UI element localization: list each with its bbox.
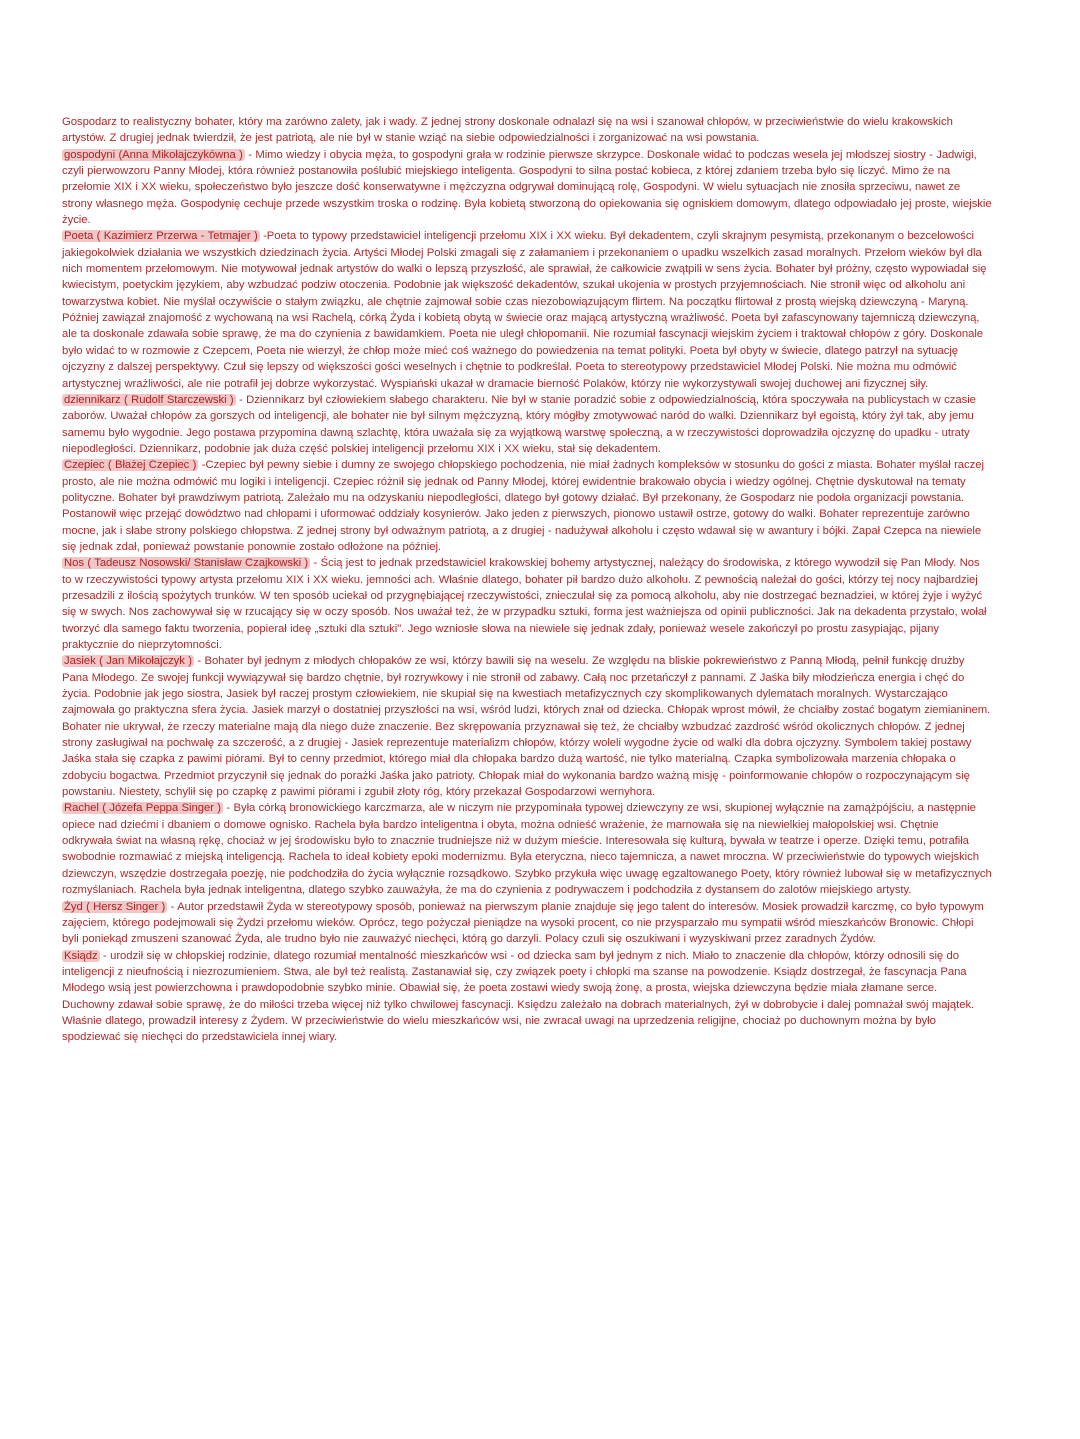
paragraph-text: - urodził się w chłopskiej rodzinie, dlatego rozumiał mentalność mieszkańców wsi - od dziecka sam był jednym z nich. Miało to znaczenie dla chłopów, którzy odnosili się do inteligencji z nieufnością i niezrozumieniem. Stwa, ale był też realistą. Zastanawiał się, czy związek poety i chłopki ma szanse na powodzenie. Ksiądz dostrzegał, że fascynacja Pana Młodego wsią jest powierzchowna i prawdopodobnie szybko minie. Obawiał się, że poeta zostawi wiedy swoją żonę, a prosta, wiejska dziewczyna będzie miała złamane serce. Duchowny zdawał sobie sprawę, że do miłości trzeba więcej niż tylko chwilowej fascynacji. Księdzu zależało na dobrach materialnych, żył w dobrobycie i dalej pomnażał swój majątek. Właśnie dlatego, prowadził interesy z Żydem. W przeciwieństwie do wielu mieszkańców wsi, nie zwracał uwagi na uprzedzenia religijne, chociaż po duchownym można by było spodziewać się niechęci do przedstawiciela innej wiary. xyxy=(62,949,975,1044)
paragraph-zyd xyxy=(62,899,992,948)
paragraph-text: - Ścią jest to jednak przedstawiciel krakowskiej bohemy artystycznej, należący do środowiska, z którego wywodził się Pan Młody. Nos to w rzeczywistości typowy artysta przełomu XIX i XX wieku. jemności ach. Właśnie dlatego, bohater pił bardzo dużo alkoholu. Z pewnością należał do gości, którzy tej nocy najbardziej przesadzili z ilością spożytych trunków. W ten sposób uciekał od przygnębiającej rzeczywistości, znieczulał się za pomocą alkoholu, aby nie dostrzegać beznadziei, w której żyje i wyżyć się w swych. Nos zachowywał się w rzucający się w oczy sposób. Nos uważał też, że w przypadku sztuki, forma jest ważniejsza od opinii publiczności. Jak na dekadenta przystało, wołał tworzyć dla samego faktu tworzenia, popierał ideę „sztuki dla sztuki". Jego wzniosłe słowa na niewiele się jednak zdały, ponieważ wesele zakończył po prostu zasypiając, pijany praktycznie do nieprzytomności. xyxy=(62,557,987,651)
character-name-highlight: Nos ( Tadeusz Nosowski/ Stanisław Czajkowski ) xyxy=(64,557,309,570)
paragraph-poeta xyxy=(62,228,992,391)
character-name-highlight: Żyd ( Hersz Singer ) xyxy=(64,900,166,913)
paragraph-ksiadz xyxy=(62,948,992,1046)
paragraph-gospodyni xyxy=(62,147,992,229)
paragraph-czepiec xyxy=(62,457,992,555)
character-name-highlight: gospodyni (Anna Mikołajczykówna ) xyxy=(64,148,243,161)
paragraph-text: Gospodarz to realistyczny bohater, który ma zarówno zalety, jak i wady. Z jednej strony doskonale odnalazł się na wsi i szanował chłopów, w przeciwieństwie do wielu krakowskich artystów. Z drugiej jednak twierdził, że jest patriotą, ale nie był w stanie wziąć na siebie odpowiedzialności i zorganizować na wsi powstania. xyxy=(62,116,953,145)
paragraph-nos xyxy=(62,555,992,653)
paragraph-text: - Mimo wiedzy i obycia męża, to gospodyni grała w rodzinie pierwsze skrzypce. Doskonale widać to podczas wesela jej młodszej siostry - Jadwigi, czyli pierwowzoru Panny Młodej, która również postanowiła poślubić miejskiego inteligenta. Gospodyni to silna postać kobieca, z której zdaniem trzeba było się liczyć. Mimo że na przełomie XIX i XX wieku, społeczeństwo było jeszcze dość konserwatywne i mężczyzna odgrywał dominującą rolę, Gospodyni. W wielu sytuacjach nie znosiła sprzeciwu, nawet ze strony własnego męża. Gospodynię cechuje przede wszystkim troska o rodzinę. Była kobietą stworzoną do opiekowania się ogniskiem domowym, dlatego odpowiadało jej proste, wiejskie życie. xyxy=(62,148,992,227)
character-name-highlight: Rachel ( Józefa Peppa Singer ) xyxy=(64,802,221,815)
paragraph-text: -Czepiec był pewny siebie i dumny ze swojego chłopskiego pochodzenia, nie miał żadnych kompleksów w stosunku do gości z miasta. Bohater myślał raczej prosto, ale nie można odmówić mu logiki i inteligencji. Czepiec różnił się jednak od Panny Młodej, której ewidentnie brakowało obycia i wiedzy ogólnej. Chętnie dyskutował na tematy polityczne. Bohater był prawdziwym patriotą. Zależało mu na odzyskaniu niepodległości, dlatego był gotowy działać. Był przekonany, że Gospodarz nie podoła organizacji powstania. Postanowił więc przejąć dowództwo nad chłopami i uformować oddziały kosynierów. Jako jeden z pierwszych, pionowo ustawił ostrze, gotowy do walki. Bohater reprezentuje zarówno mocne, jak i słabe strony polskiego chłopstwa. Z jednej strony był odważnym patriotą, a z drugiej - nadużywał alkoholu i często wdawał się w awantury i bójki. Zapał Czepca na niewiele się jednak zdał, ponieważ powstanie ponownie zostało odłożone na później. xyxy=(62,459,984,553)
paragraph-jasiek xyxy=(62,653,992,800)
character-name-highlight: Poeta ( Kazimierz Przerwa - Tetmajer ) xyxy=(64,230,258,243)
paragraph-text: - Bohater był jednym z młodych chłopaków ze wsi, którzy bawili się na weselu. Ze względu na bliskie pokrewieństwo z Panną Młodą, pełnił funkcję drużby Pana Młodego. Ze swojej funkcji wywiązywał się bardzo chętnie, był rozrywkowy i nie stronił od zabawy. Całą noc przetańczył z pannami. Z Jaśka biły młodzieńcza energia i chęć do życia. Podobnie jak jego siostra, Jasiek był raczej prostym człowiekiem, nie skupiał się na kwestiach metafizycznych czy skomplikowanych dylematach moralnych. Wystarczająco zajmowała go praktyczna sfera życia. Jasiek marzył o dostatniej przyszłości na wsi, wśród ludzi, których znał od dziecka. Chłopak wprost mówił, że chciałby zostać bogatym ziemianinem. Bohater nie ukrywał, że rzeczy materialne mają dla niego duże znaczenie. Bez skrępowania przyznawał się też, że chciałby wzbudzać zazdrość wśród okolicznych chłopów. Z jednej strony zasługiwał na pochwałę za szczerość, a z drugiej - Jasiek reprezentuje materializm chłopów, którzy woleli wygodne życie od walki dla dobra ojczyzny. Symbolem takiej postawy Jaśka stała się czapka z pawimi piórami. Był to cenny przedmiot, którego miał dla chłopaka bardzo dużą wartość, nie tylko materialną. Czapka symbolizowała marzenia chłopaka o zdobyciu bogactwa. Przedmiot przyczynił się jednak do porażki Jaśka jako patrioty. Chłopak miał do wykonania bardzo ważną misję - poinformowanie chłopów o rozpoczynającym się powstaniu. Niestety, schylił się po czapkę z pawimi piórami i zgubił złoty róg, który przekazał Gospodarzowi wernyhora. xyxy=(62,655,991,799)
paragraph-text: - Autor przedstawił Żyda w stereotypowy sposób, ponieważ na pierwszym planie znajduje się jego talent do interesów. Mosiek prowadził karczmę, co było typowym zajęciem, którego podejmowali się Żydzi przełomu wieków. Oprócz, tego pożyczał pieniądze na wysoki procent, co nie przysparzało mu sympatii wśród mieszkańców Bronowic. Chłopi byli poniekąd zmuszeni szanować Żyda, ale trudno było nie zauważyć niechęci, którą go darzyli. Polacy czuli się oszukiwani i wyzyskiwani przez zaradnych Żydów. xyxy=(62,900,984,946)
paragraph-text: - Dziennikarz był człowiekiem słabego charakteru. Nie był w stanie poradzić sobie z odpowiedzialnością, która spoczywała na publicystach w czasie zaborów. Uważał chłopów za gorszych od inteligencji, ale bohater nie był silnym mężczyzną, który mógłby zmotywować naród do walki. Dziennikarz był egoistą, który żył tak, aby jemu samemu było wygodnie. Jego postawa przypomina dawną szlachtę, która uważała się za wyjątkową warstwę społeczną, a w rzeczywistości doprowadziła ojczyznę do upadku - utraty niepodległości. Dziennikarz, podobnie jak duża część polskiej inteligencji przełomu XIX i XX wieku, stał się dekadentem. xyxy=(62,393,976,455)
character-name-highlight: Ksiądz xyxy=(64,949,98,962)
paragraph-dziennikarz xyxy=(62,392,992,457)
paragraph-gospodarz xyxy=(62,114,992,147)
document-page xyxy=(62,114,992,1046)
character-name-highlight: dziennikarz ( Rudolf Starczewski ) xyxy=(64,393,234,406)
character-name-highlight: Jasiek ( Jan Mikołajczyk ) xyxy=(64,655,192,668)
paragraph-text: - Była córką bronowickiego karczmarza, ale w niczym nie przypominała typowej dziewczyny ze wsi, skupionej wyłącznie na zamążpójściu, a następnie opiece nad dziećmi i dbaniem o domowe ognisko. Rachela była bardzo inteligentna i obyta, można odnieść wrażenie, że marnowała się na niewielkiej małopolskiej wsi. Chętnie odkrywała świat na własną rękę, chociaż w jej środowisku było to znacznie trudniejsze niż w dużym mieście. Interesowała się kulturą, bywała w teatrze i operze. Dzięki temu, potrafiła swobodnie rozmawiać z miejską inteligencją. Rachela to ideał kobiety epoki modernizmu. Była eteryczna, nieco tajemnicza, a nawet mroczna. W przeciwieństwie do typowych wiejskich dziewczyn, wszędzie dostrzegała poezję, nie podchodziła do życia wyłącznie rozsądkowo. Szybko przykuła więc uwagę egzaltowanego Poety, który również lubował się w metafizycznych rozmyślaniach. Rachela była jednak inteligentna, dlatego szybko zauważyła, że ma do czynienia z podrywaczem i podchodziła z dystansem do zalotów miejskiego artysty. xyxy=(62,802,992,897)
paragraph-rachel xyxy=(62,800,992,898)
character-name-highlight: Czepiec ( Błażej Czepiec ) xyxy=(64,459,197,472)
paragraph-text: -Poeta to typowy przedstawiciel inteligencji przełomu XIX i XX wieku. Był dekadentem, czyli skrajnym pesymistą, przekonanym o bezcelowości jakiegokolwiek działania we wszystkich dziedzinach życia. Artyści Młodej Polski zmagali się z załamaniem i przekonaniem o upadku wszelkich zasad moralnych. Przełom wieków był dla nich momentem przełomowym. Nie motywował jednak artystów do walki o lepszą przyszłość, ale sprawiał, że całkowicie zwątpili w sens życia. Bohater był próżny, często wypowiadał się kwiecistym, poetyckim językiem, aby wzbudzać podziw otoczenia. Podobnie jak większość dekadentów, szukał ukojenia w prostych przyjemnościach. Nie stronił więc od alkoholu ani towarzystwa kobiet. Nie myślał oczywiście o stałym związku, ale chętnie zajmował sobie czas niezobowiązującym flirtem. Na początku flirtował z prostą wiejską dziewczyną - Maryną. Później zawiązał znajomość z wychowaną na wsi Rachelą, córką Żyda i kobietą obytą w świecie oraz mającą artystyczną wrażliwość. Poeta był zafascynowany tajemniczą dziewczyną, ale ta doskonale zdawała sobie sprawę, że ma do czynienia z bawidamkiem. Poeta nie uległ chłopomanii. Nie rozumiał fascynacji wiejskim życiem i traktował chłopów z góry. Doskonale było widać to w rozmowie z Czepcem, Poeta nie wierzył, że chłop może mieć coś ważnego do powiedzenia na temat polityki. Poeta był obyty w świecie, dlatego patrzył na sytuację ojczyzny z dalszej perspektywy. Czuł się lepszy od większości gości weselnych i chętnie to podkreślał. Poeta to stereotypowy przedstawiciel Młodej Polski. Nie można mu odmówić artystycznej wrażliwości, ale nie potrafił jej dobrze wykorzystać. Wyspiański ukazał w dramacie bierność Polaków, którzy nie wykorzystywali swojej duchowej ani fizycznej siły. xyxy=(62,230,987,390)
